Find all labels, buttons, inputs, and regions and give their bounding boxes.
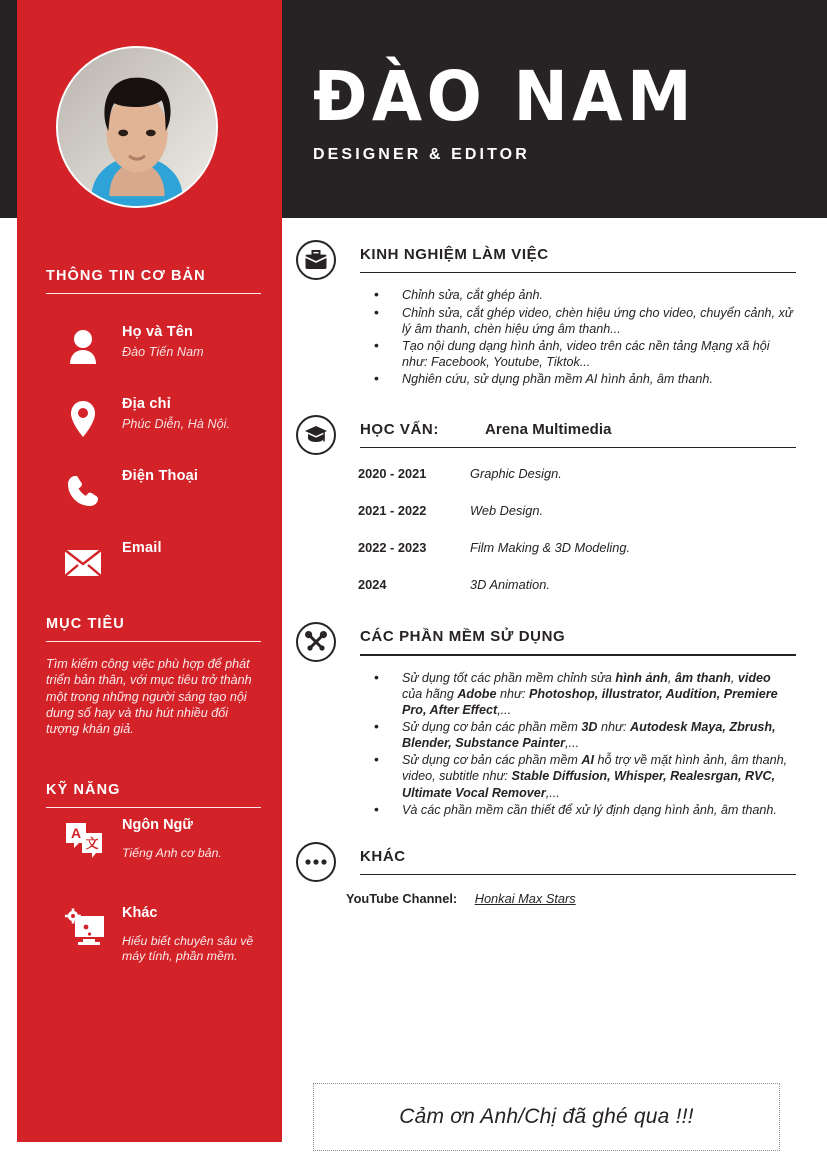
svg-text:文: 文 [85,837,99,852]
contact-row-address [46,394,271,466]
tools-icon [296,622,336,662]
list-item: • Sử dụng tốt các phần mềm chỉnh sửa hình ảnh, âm thanh, video của hãng Adobe như: Photoshop, illustrator, Audition, Premiere Pro, After Effect,... [366,670,796,718]
contact-row-phone [46,466,271,538]
translate-icon [64,820,104,860]
main-content [296,240,796,912]
list-item: • Chỉnh sửa, cắt ghép video, chèn hiệu ứng cho video, chuyển cảnh, xử lý âm thanh, chèn hiệu ứng âm thanh... [366,305,796,337]
divider [46,807,261,808]
briefcase-icon [296,240,336,280]
list-item: • Nghiên cứu, sử dụng phần mềm AI hình ảnh, âm thanh. [366,371,796,387]
experience-bullet-list [366,287,796,387]
skill-desc-language: Tiếng Anh cơ bản. [122,846,222,860]
map-pin-icon [64,400,102,438]
skill-desc-other: Hiểu biết chuyên sâu về máy tính, phần mềm. [122,934,254,964]
contact-label-email: Email [122,540,162,556]
software-bullet-list [366,670,796,818]
thank-you-text: Cảm ơn Anh/Chị đã ghé qua !!! [399,1105,694,1128]
section-title-software: CÁC PHẦN MỀM SỬ DỤNG [360,628,566,646]
section-title-experience: KINH NGHIỆM LÀM VIỆC [360,246,549,263]
divider [360,447,796,448]
svg-text:A: A [70,825,82,841]
divider [360,654,796,655]
list-item: • Sử dụng cơ bản các phần mềm 3D như: Autodesk Maya, Zbrush, Blender, Substance Painter,... [366,719,796,751]
section-title-education: HỌC VẤN: [360,421,439,439]
youtube-channel-link[interactable]: Honkai Max Stars [474,891,576,907]
skill-name-other: Khác [122,905,158,921]
education-desc: Web Design. [470,503,544,519]
contact-value-name: Đào Tiến Nam [122,345,204,359]
divider [360,874,796,875]
objective-text: Tìm kiếm công việc phù hợp để phát triển bản thân, với mục tiêu trở thành một trong những người sáng tạo nội dung số hay và thu hút nhiều đối tượng khán giả. [46,657,252,737]
education-year: 2024 [358,577,387,593]
envelope-icon [64,544,102,582]
education-year: 2022 - 2023 [358,540,427,556]
list-item: • Và các phần mềm cần thiết để xử lý định dạng hình ảnh, âm thanh. [366,802,796,818]
contact-row-email [46,538,271,610]
divider [360,272,796,273]
education-school-name: Arena Multimedia [485,421,612,439]
education-year: 2020 - 2021 [358,466,427,482]
youtube-channel-label: YouTube Channel: [346,891,458,907]
header-text-group [313,56,697,164]
youtube-channel-row [346,891,796,906]
section-title-objective: MỤC TIÊU [46,616,125,632]
section-other [296,842,796,906]
skill-item-language [46,816,261,882]
education-year: 2021 - 2022 [358,503,427,519]
sidebar [17,0,282,1142]
skill-name-language: Ngôn Ngữ [122,817,193,833]
section-experience [296,240,796,387]
job-role-subtitle: DESIGNER & EDITOR [313,146,530,163]
monitor-gears-icon [64,908,104,948]
education-desc: Graphic Design. [470,466,562,482]
person-icon [64,328,102,366]
contact-list [46,322,271,610]
contact-label-name: Họ và Tên [122,324,194,340]
section-basic-info [46,268,261,294]
divider [46,293,261,294]
ellipsis-icon [296,842,336,882]
education-desc: Film Making & 3D Modeling. [470,540,631,556]
education-desc: 3D Animation. [470,577,550,593]
contact-value-address: Phúc Diễn, Hà Nội. [122,417,231,431]
table-row [358,540,788,577]
list-item: • Sử dụng cơ bản các phần mềm AI hỗ trợ về mặt hình ảnh, âm thanh, video, subtitle như: Stable Diffusion, Whisper, Realesrgan, RVC, Ultimate Vocal Remover,... [366,752,796,800]
avatar [56,46,218,208]
page-title: ĐÀO NAM [313,56,697,137]
table-row [358,503,788,540]
education-table [358,466,788,614]
contact-label-address: Địa chỉ [122,396,171,412]
list-item: • Tạo nội dung dạng hình ảnh, video trên các nền tảng Mạng xã hội như: Facebook, Youtube, Tiktok... [366,338,796,370]
section-education [296,415,796,614]
section-title-skills: KỸ NĂNG [46,782,121,798]
phone-icon [64,472,102,510]
table-row [358,466,788,503]
contact-label-phone: Điện Thoại [122,468,199,484]
divider [46,641,261,642]
contact-row-name [46,322,271,394]
section-title-other: KHÁC [360,847,406,865]
portrait-photo-icon [58,48,216,206]
section-objective [46,616,261,738]
list-item: • Chỉnh sửa, cắt ghép ảnh. [366,287,796,303]
skill-item-other [46,904,261,970]
thank-you-box [313,1083,780,1151]
section-title-basic-info: THÔNG TIN CƠ BẢN [46,268,206,284]
section-skills [46,782,261,970]
section-software [296,622,796,817]
table-row [358,577,788,614]
graduation-cap-icon [296,415,336,455]
